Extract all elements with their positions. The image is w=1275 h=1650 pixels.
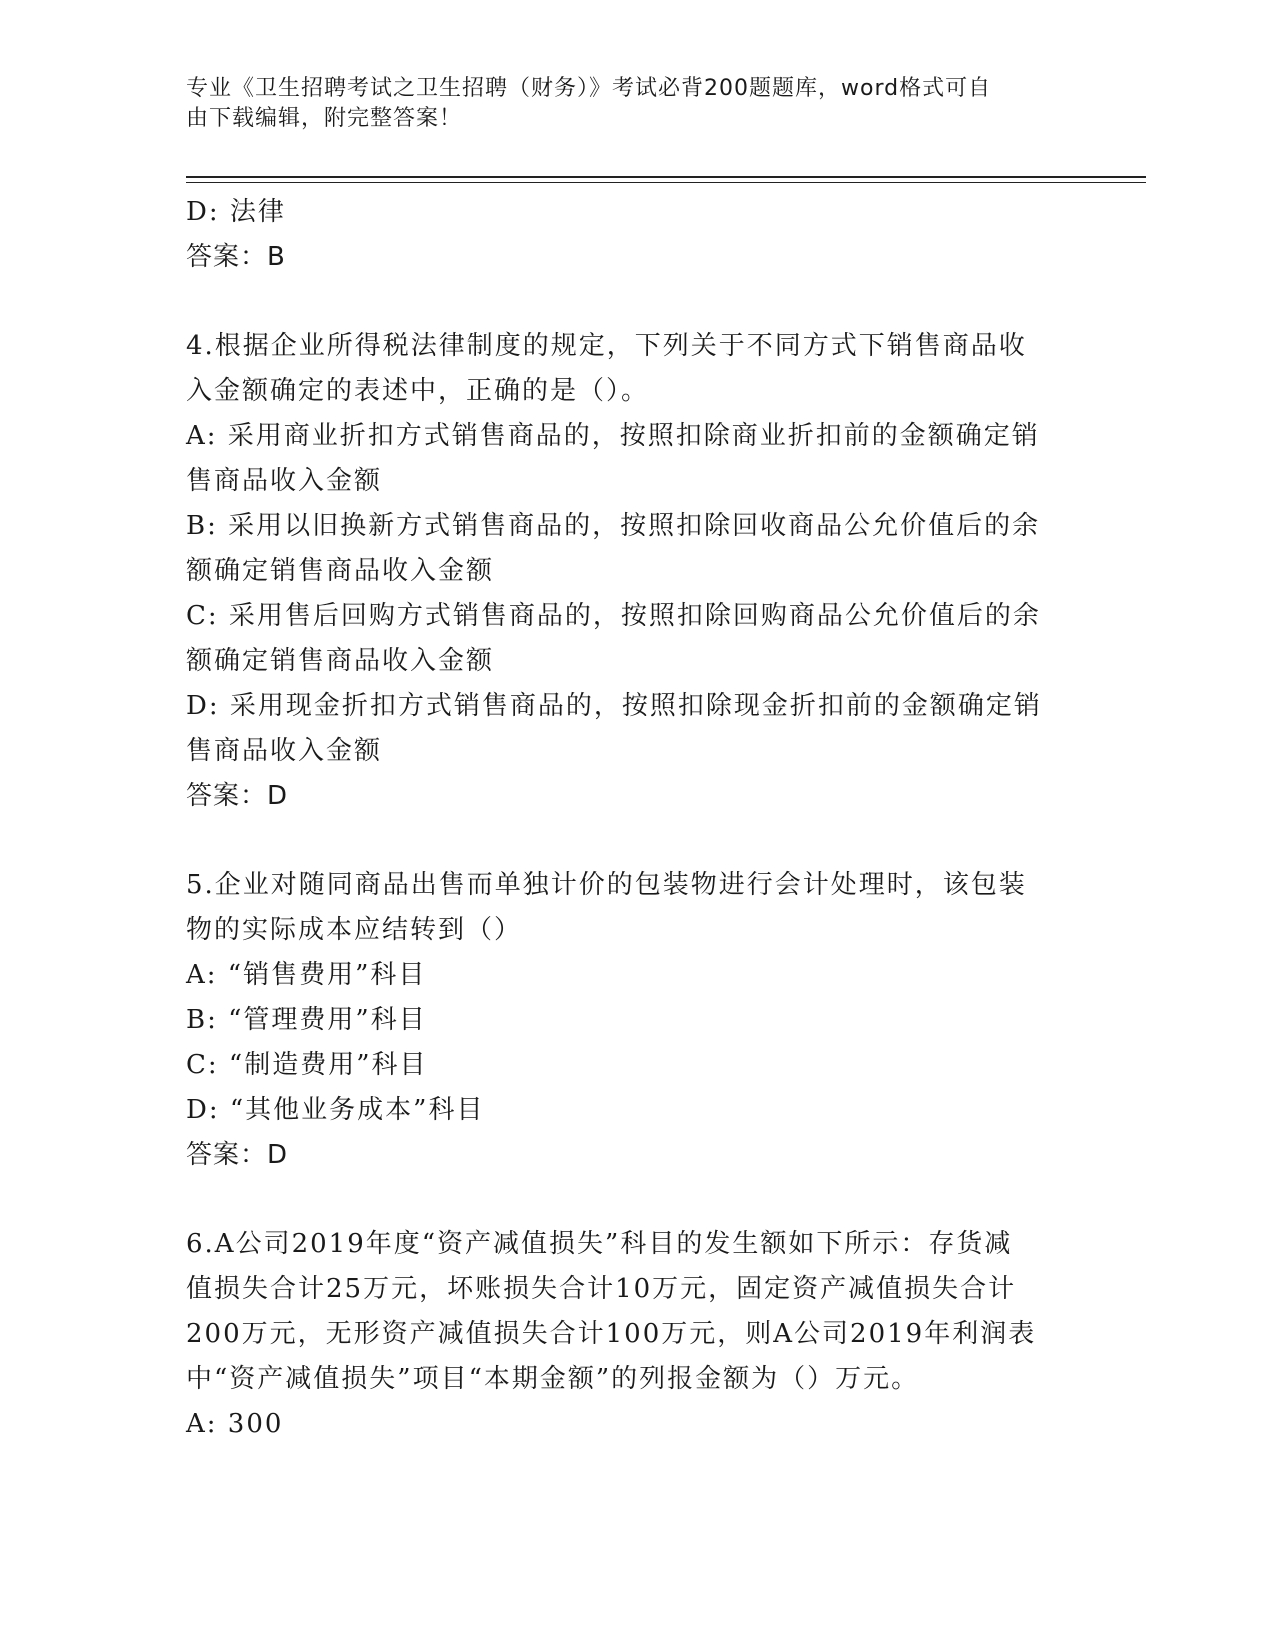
option-a-continued: 售商品收入金额: [186, 466, 383, 496]
option-c-continued: 额确定销售商品收入金额: [186, 646, 495, 676]
option-d: D: 采用现金折扣方式销售商品的，按照扣除现金折扣前的金额确定销: [186, 691, 1042, 721]
question-stem-line: 200万元，无形资产减值损失合计100万元，则A公司2019年利润表: [186, 1319, 1037, 1349]
spacer: [186, 1178, 1066, 1222]
question-stem-line: 入金额确定的表述中，正确的是（）。: [186, 376, 650, 406]
option-c: C: “制造费用”科目: [186, 1050, 428, 1080]
question-5: [186, 863, 1066, 1178]
question-3-tail: [186, 190, 1066, 280]
option-a: A: 采用商业折扣方式销售商品的，按照扣除商业折扣前的金额确定销: [186, 421, 1040, 451]
question-stem-line: 5.企业对随同商品出售而单独计价的包装物进行会计处理时，该包装: [186, 870, 1027, 900]
option-d-continued: 售商品收入金额: [186, 736, 383, 766]
answer-line: 答案：B: [186, 242, 286, 272]
option-d: D: “其他业务成本”科目: [186, 1095, 485, 1125]
page-header: [186, 74, 1066, 134]
option-c: C: 采用售后回购方式销售商品的，按照扣除回购商品公允价值后的余: [186, 601, 1041, 631]
option-a: A: “销售费用”科目: [186, 960, 427, 990]
header-divider-thin: [186, 182, 1146, 183]
spacer: [186, 280, 1066, 324]
header-line-1: 专业《卫生招聘考试之卫生招聘（财务）》考试必背200题题库，word格式可自: [186, 76, 992, 101]
question-stem-line: 中“资产减值损失”项目“本期金额”的列报金额为（）万元。: [186, 1364, 920, 1394]
question-stem-line: 4.根据企业所得税法律制度的规定，下列关于不同方式下销售商品收: [186, 331, 1027, 361]
question-6: [186, 1222, 1066, 1447]
answer-line: 答案：D: [186, 1140, 289, 1170]
header-line-2: 由下载编辑，附完整答案！: [186, 106, 463, 131]
option-a: A: 300: [186, 1409, 284, 1439]
option-b: B: 采用以旧换新方式销售商品的，按照扣除回收商品公允价值后的余: [186, 511, 1041, 541]
question-stem-line: 6.A公司2019年度“资产减值损失”科目的发生额如下所示：存货减: [186, 1229, 1013, 1259]
option-b-continued: 额确定销售商品收入金额: [186, 556, 495, 586]
answer-line: 答案：D: [186, 781, 289, 811]
question-stem-line: 物的实际成本应结转到（）: [186, 915, 523, 945]
question-stem-line: 值损失合计25万元，坏账损失合计10万元，固定资产减值损失合计: [186, 1274, 1017, 1304]
question-content: [186, 190, 1066, 1447]
option-b: B: “管理费用”科目: [186, 1005, 427, 1035]
spacer: [186, 819, 1066, 863]
header-divider-thick: [186, 176, 1146, 178]
option-d: D: 法律: [186, 197, 286, 227]
question-4: [186, 324, 1066, 819]
